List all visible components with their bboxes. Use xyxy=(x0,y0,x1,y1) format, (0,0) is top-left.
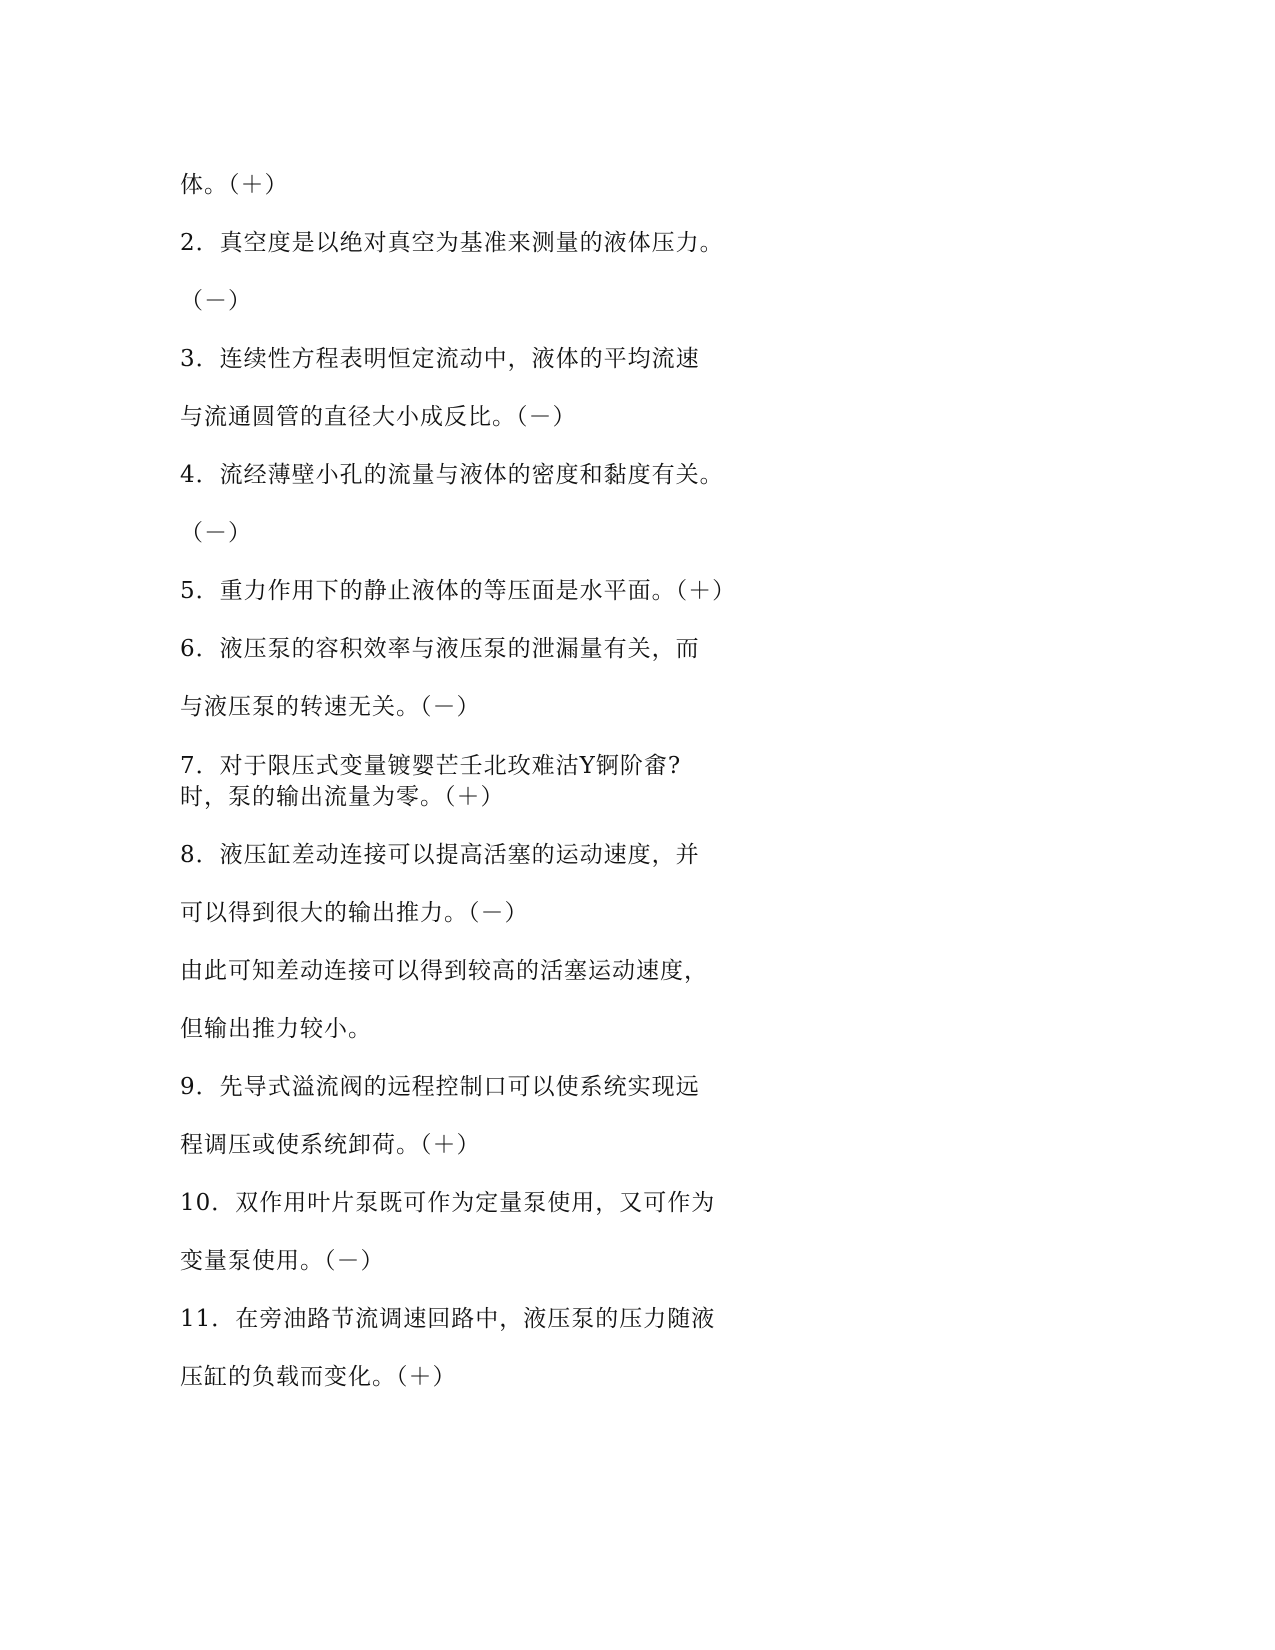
text-line-19: 10．双作用叶片泵既可作为定量泵使用，又可作为 xyxy=(180,1190,716,1216)
text-line-1: 体。（＋） xyxy=(180,172,289,198)
text-line-17: 9．先导式溢流阀的远程控制口可以使系统实现远 xyxy=(180,1074,700,1100)
text-line-10: 与液压泵的转速无关。（－） xyxy=(180,694,481,720)
text-line-12: 时，泵的输出流量为零。（＋） xyxy=(180,784,505,810)
text-line-15: 由此可知差动连接可以得到较高的活塞运动速度， xyxy=(180,958,708,984)
text-line-13: 8．液压缸差动连接可以提高活塞的运动速度，并 xyxy=(180,842,700,868)
text-line-14: 可以得到很大的输出推力。（－） xyxy=(180,900,529,926)
text-line-11: 7．对于限压式变量镀婴芒壬北玫难沽Y锕阶畬? xyxy=(180,753,682,779)
text-line-2: 2．真空度是以绝对真空为基准来测量的液体压力。 xyxy=(180,230,724,256)
text-line-22: 压缸的负载而变化。（＋） xyxy=(180,1364,457,1390)
text-line-21: 11．在旁油路节流调速回路中，液压泵的压力随液 xyxy=(180,1306,716,1332)
text-line-18: 程调压或使系统卸荷。（＋） xyxy=(180,1132,481,1158)
text-line-6: 4．流经薄壁小孔的流量与液体的密度和黏度有关。 xyxy=(180,462,724,488)
text-line-9: 6．液压泵的容积效率与液压泵的泄漏量有关，而 xyxy=(180,636,700,662)
text-line-8: 5．重力作用下的静止液体的等压面是水平面。（＋） xyxy=(180,578,737,604)
text-line-3: （－） xyxy=(180,288,252,314)
text-line-5: 与流通圆管的直径大小成反比。（－） xyxy=(180,404,577,430)
text-line-7: （－） xyxy=(180,520,252,546)
text-line-4: 3．连续性方程表明恒定流动中，液体的平均流速 xyxy=(180,346,700,372)
text-line-16: 但输出推力较小。 xyxy=(180,1016,372,1042)
text-line-20: 变量泵使用。（－） xyxy=(180,1248,385,1274)
